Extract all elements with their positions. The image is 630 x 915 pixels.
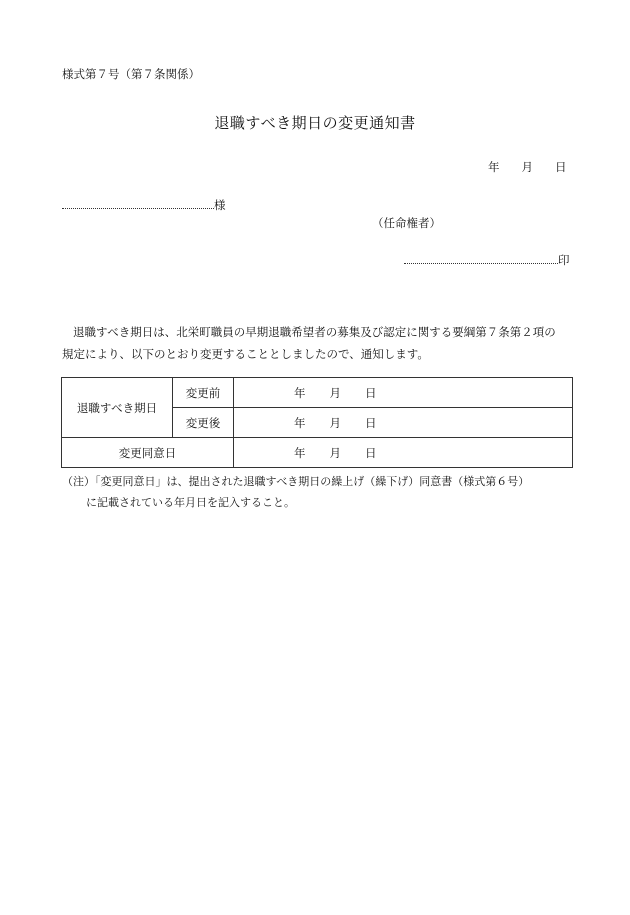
before-year: 年 <box>294 385 306 400</box>
seal-mark: 印 <box>558 253 570 267</box>
table-row-before <box>62 378 573 408</box>
addressee-line <box>62 197 226 213</box>
after-day: 日 <box>365 415 377 430</box>
footnote <box>62 471 582 513</box>
agreement-month: 月 <box>329 445 341 460</box>
before-month: 月 <box>329 385 341 400</box>
after-month: 月 <box>329 415 341 430</box>
before-day: 日 <box>365 385 377 400</box>
table-row-agreement <box>62 438 573 468</box>
notice-body-line-1: 退職すべき期日は、北栄町職員の早期退職希望者の募集及び認定に関する要綱第７条第２項の <box>73 325 556 339</box>
change-details-table <box>61 377 573 468</box>
footnote-line-2: に記載されている年月日を記入すること。 <box>86 496 295 509</box>
year-label: 年 <box>488 160 500 174</box>
after-date-field[interactable] <box>234 408 573 438</box>
seal-line <box>404 252 570 268</box>
appointer-name-blank[interactable] <box>404 253 558 264</box>
before-label: 変更前 <box>173 378 234 408</box>
footnote-line-1: （注）「変更同意日」は、提出された退職すべき期日の繰上げ（繰下げ）同意書（様式第６号） <box>62 475 530 488</box>
form-number: 様式第７号（第７条関係） <box>62 67 200 81</box>
month-label: 月 <box>521 160 533 174</box>
addressee-blank[interactable] <box>62 198 214 209</box>
day-label: 日 <box>555 160 567 174</box>
after-year: 年 <box>294 415 306 430</box>
agreement-year: 年 <box>294 445 306 460</box>
before-date-field[interactable] <box>234 378 573 408</box>
notice-body-line-2: 規定により、以下のとおり変更することとしましたので、通知します。 <box>62 347 429 361</box>
notice-body <box>62 321 582 365</box>
retirement-date-label: 退職すべき期日 <box>62 378 173 438</box>
after-label: 変更後 <box>173 408 234 438</box>
agreement-date-label: 変更同意日 <box>62 438 234 468</box>
document-title: 退職すべき期日の変更通知書 <box>214 114 416 132</box>
agreement-date-field[interactable] <box>234 438 573 468</box>
agreement-day: 日 <box>365 445 377 460</box>
issue-date-line <box>488 159 567 175</box>
addressee-suffix: 様 <box>214 198 226 212</box>
appointer-label: （任命権者） <box>372 216 441 230</box>
